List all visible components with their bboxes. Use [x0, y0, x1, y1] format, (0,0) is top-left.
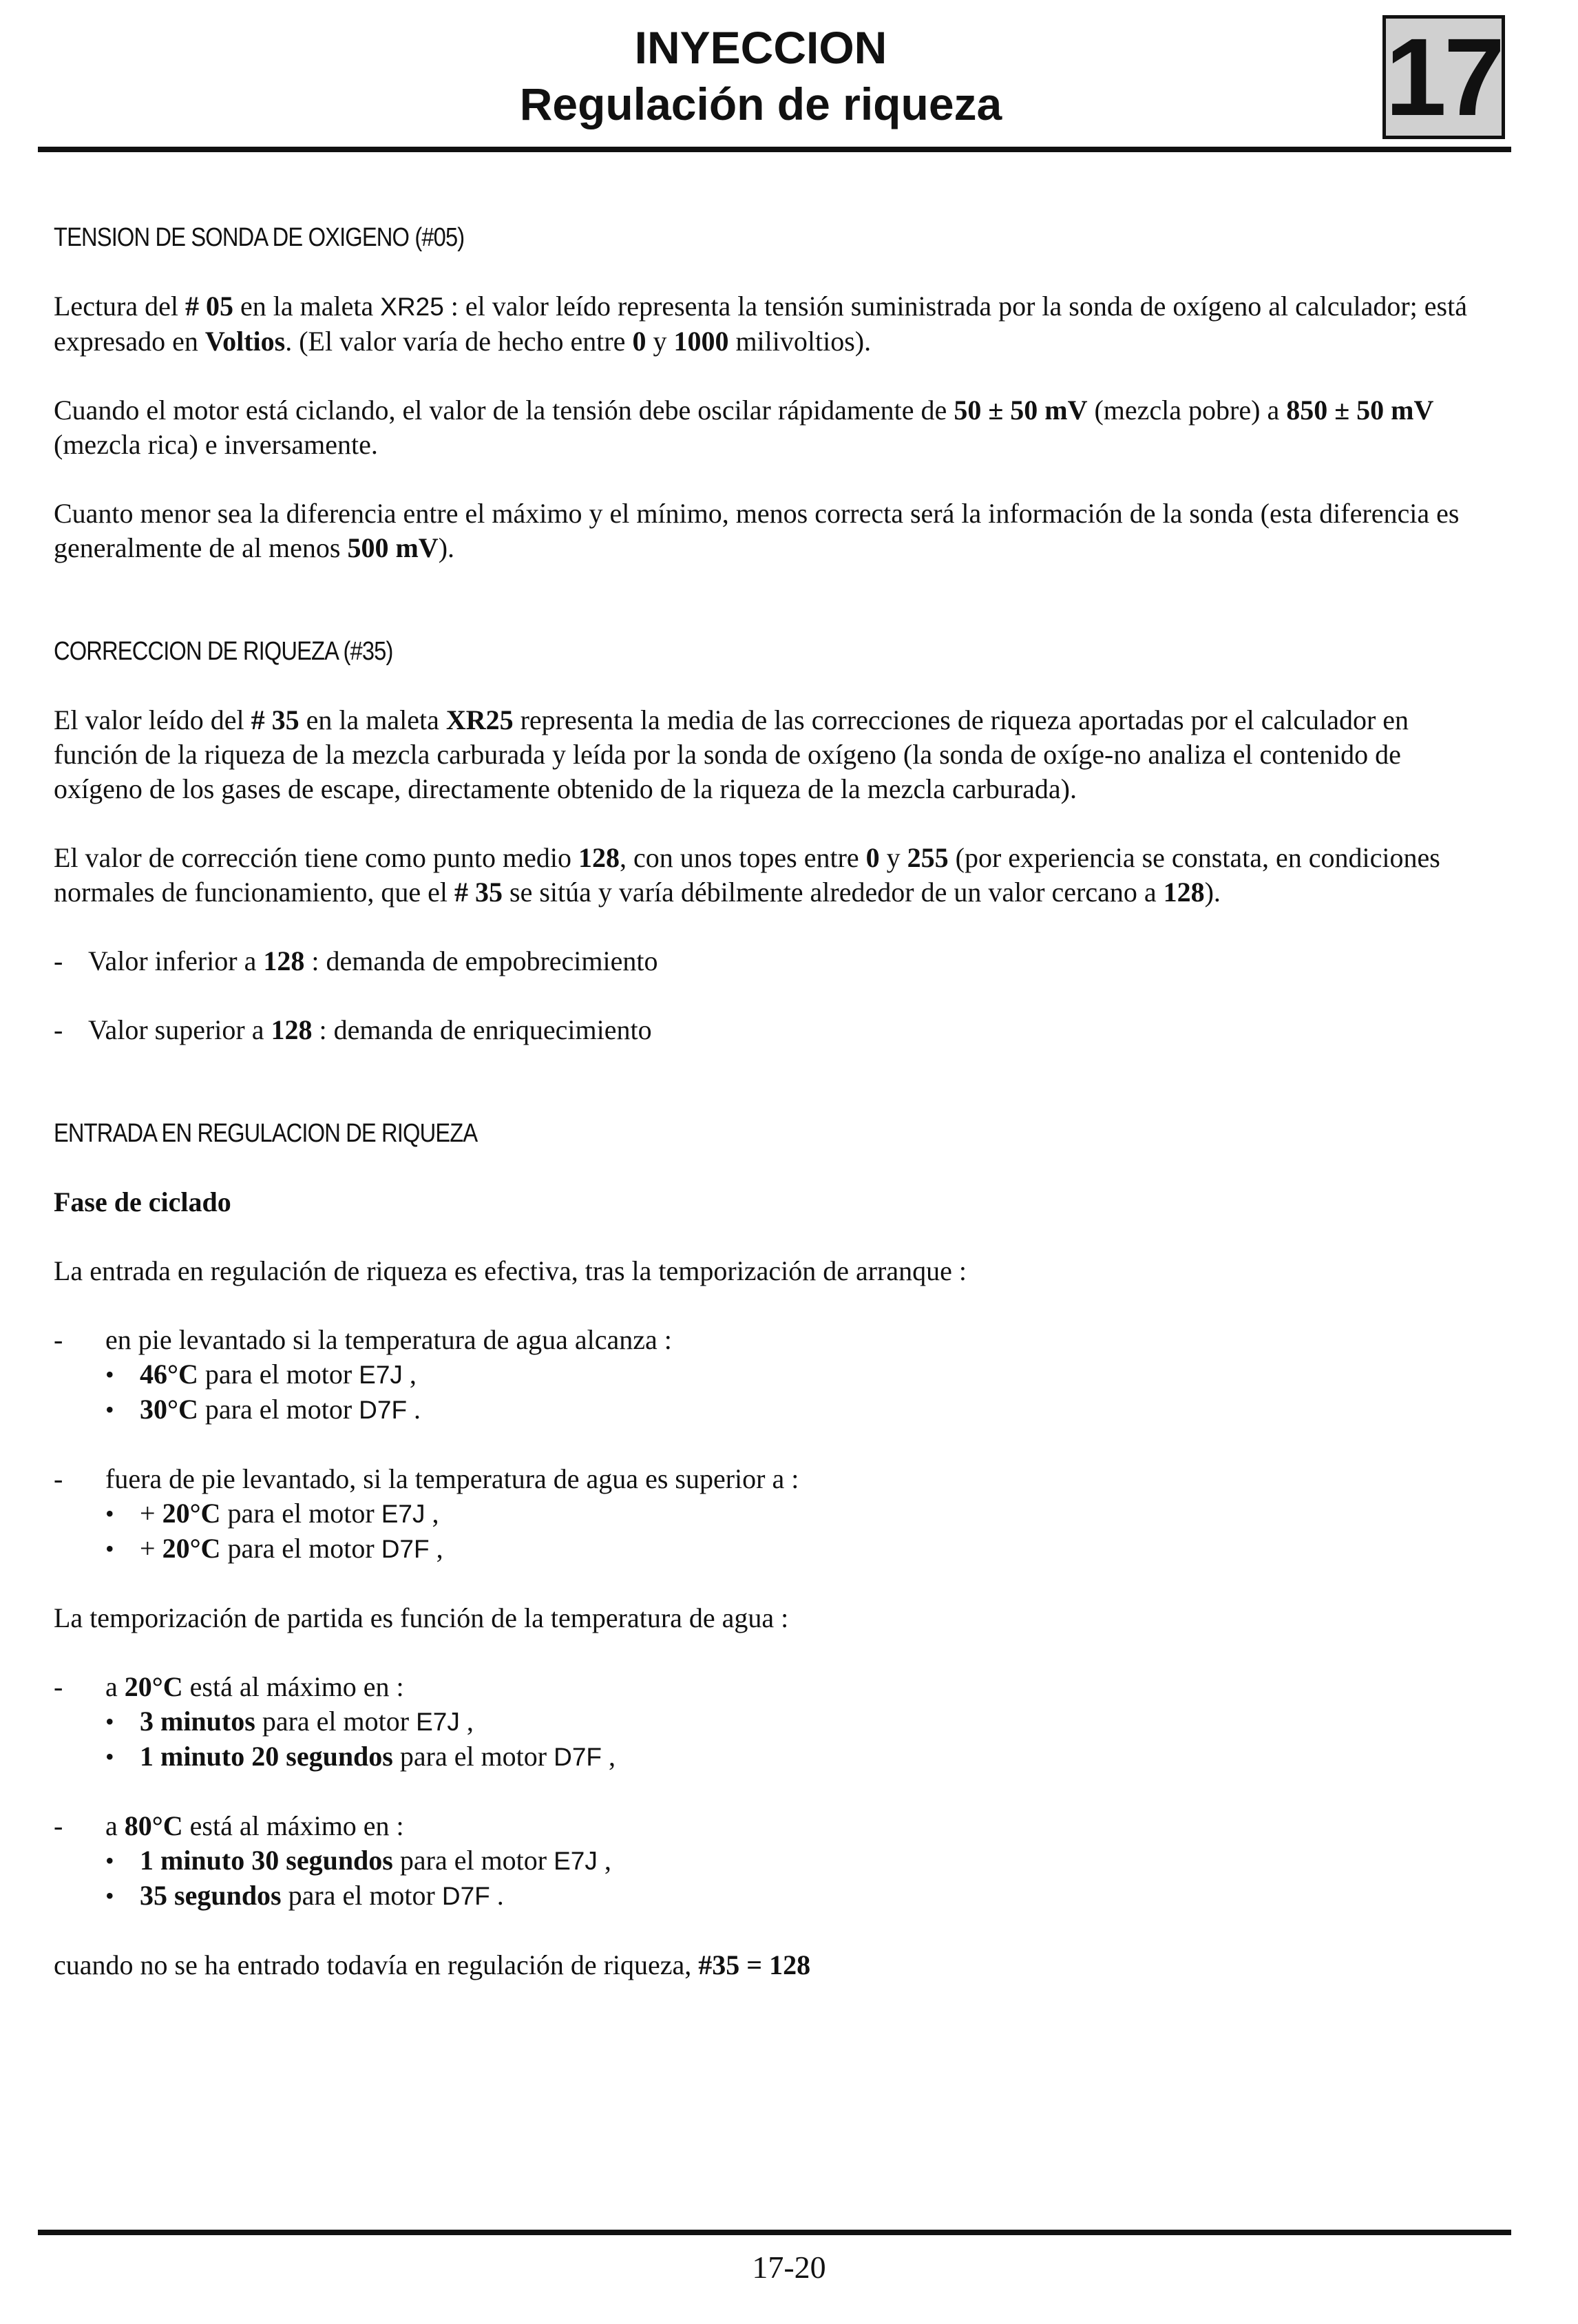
section-title-richness-regulation: ENTRADA EN REGULACION DE RIQUEZA	[54, 1119, 478, 1148]
list-item: • 35 segundos para el motor D7F .	[105, 1880, 504, 1911]
list-item: • + 20°C para el motor E7J ,	[105, 1498, 439, 1529]
paragraph: La temporización de partida es función de la temperatura de agua :	[54, 1602, 789, 1633]
section-title-oxygen-sensor: TENSION DE SONDA DE OXIGENO (#05)	[54, 223, 465, 252]
page-title	[0, 19, 1522, 132]
paragraph: El valor leído del # 35 en la maleta XR25 representa la media de las correcciones de riqueza aportadas por el calculador en función de la riqueza de la mezcla carburada y leída por la sonda de oxígeno (la sonda de oxíge-no analiza el contenido de oxígeno de los gases de escape, directamente obtenido de la riqueza de la mezcla carburada).	[54, 704, 1409, 804]
list-item: • 1 minuto 30 segundos para el motor E7J ,	[105, 1845, 611, 1876]
page-body	[54, 220, 1472, 2017]
list-item: • 1 minuto 20 segundos para el motor D7F ,	[105, 1741, 616, 1772]
paragraph: La entrada en regulación de riqueza es efectiva, tras la temporización de arranque :	[54, 1255, 967, 1286]
chapter-number-box: 17	[1382, 15, 1505, 139]
subsection-title: Fase de ciclado	[54, 1186, 231, 1217]
header-divider	[38, 147, 1511, 152]
paragraph: El valor de corrección tiene como punto medio 128, con unos topes entre 0 y 255 (por experiencia se constata, en condiciones normales de funcionamiento, que el # 35 se sitúa y varía débilmente alrededor de un valor cercano a 128).	[54, 842, 1440, 908]
paragraph: cuando no se ha entrado todavía en regulación de riqueza, #35 = 128	[54, 1949, 811, 1980]
list-group: - a 80°C está al máximo en : • 1 minuto 30 segundos para el motor E7J , • 35 segundos para el motor D7F .	[54, 1809, 1472, 1914]
chapter-subtitle: Regulación de riqueza	[519, 78, 1002, 129]
list-item: - Valor inferior a 128 : demanda de empobrecimiento	[54, 945, 658, 976]
list-item: - Valor superior a 128 : demanda de enriquecimiento	[54, 1014, 652, 1045]
list-group: - fuera de pie levantado, si la temperatura de agua es superior a : • + 20°C para el motor E7J , • + 20°C para el motor D7F ,	[54, 1462, 1472, 1567]
list-item: • 30°C para el motor D7F .	[105, 1394, 421, 1425]
paragraph: Cuanto menor sea la diferencia entre el máximo y el mínimo, menos correcta será la información de la sonda (esta diferencia es generalmente de al menos 500 mV).	[54, 498, 1460, 563]
list-item: • 46°C para el motor E7J ,	[105, 1359, 417, 1390]
paragraph: Cuando el motor está ciclando, el valor de la tensión debe oscilar rápidamente de 50 ± 50 mV (mezcla pobre) a 850 ± 50 mV (mezcla rica) e inversamente.	[54, 395, 1434, 460]
section-title-richness-correction: CORRECCION DE RIQUEZA (#35)	[54, 637, 393, 666]
chapter-title: INYECCION	[634, 22, 887, 73]
list-item: • + 20°C para el motor D7F ,	[105, 1533, 443, 1564]
footer-divider	[38, 2230, 1511, 2235]
page-number: 17-20	[752, 2250, 826, 2285]
list-group: - a 20°C está al máximo en : • 3 minutos para el motor E7J , • 1 minuto 20 segundos para el motor D7F ,	[54, 1670, 1472, 1775]
list-group: - en pie levantado si la temperatura de agua alcanza : • 46°C para el motor E7J , • 30°C para el motor D7F .	[54, 1323, 1472, 1427]
list-item: • 3 minutos para el motor E7J ,	[105, 1706, 474, 1737]
paragraph: Lectura del # 05 en la maleta XR25 : el valor leído representa la tensión suministrada por la sonda de oxígeno al calculador; está expresado en Voltios. (El valor varía de hecho entre 0 y 1000 milivoltios).	[54, 291, 1467, 357]
